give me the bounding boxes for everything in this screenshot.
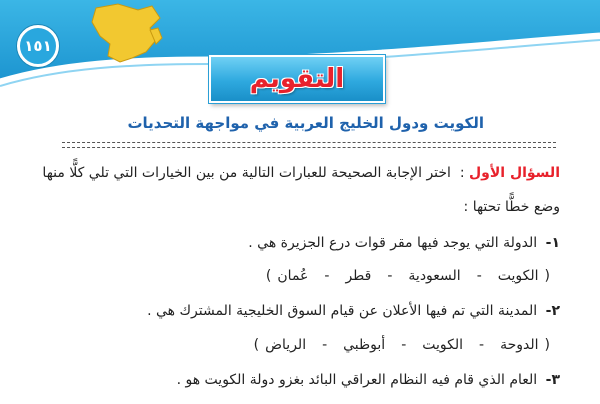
options-row: ( الدوحة - الكويت - أبوظبي - الرياض ) (253, 337, 550, 353)
item-text: العام الذي قام فيه النظام العراقي البائد بغزو دولة الكويت هو . (176, 372, 538, 388)
option[interactable]: الكويت (497, 268, 539, 284)
lesson-subtitle: الكويت ودول الخليج العربية في مواجهة التحديات (127, 114, 484, 132)
title-box (209, 55, 385, 103)
item-text: المدينة التي تم فيها الأعلان عن قيام السوق الخليجية المشترك هي . (147, 303, 538, 319)
page-title: التقويم (249, 64, 345, 94)
option[interactable]: الدوحة (500, 337, 539, 353)
question-item (177, 372, 560, 388)
question-instruction-cont: وضع خطًّا تحتها : (463, 199, 560, 215)
option[interactable]: الكويت (422, 337, 464, 353)
option[interactable]: قطر (345, 268, 372, 284)
option[interactable]: أبوظبي (343, 337, 386, 353)
item-number: ١- (545, 235, 560, 251)
question-item (248, 235, 560, 251)
option[interactable]: الرياض (265, 337, 307, 353)
option[interactable]: عُمان (277, 268, 309, 284)
question-heading: السؤال الأول : اختر الإجابة الصحيحة للعبارات التالية من بين الخيارات التي تلي كلًّا منها (42, 165, 560, 181)
page-number-badge: ١٥١ (17, 25, 59, 67)
question-item (147, 303, 560, 319)
question-instruction: اختر الإجابة الصحيحة للعبارات التالية من بين الخيارات التي تلي كلًّا منها (42, 165, 451, 181)
options-row: ( الكويت - السعودية - قطر - عُمان ) (265, 268, 550, 284)
item-number: ٣- (545, 372, 560, 388)
divider (62, 142, 556, 148)
item-number: ٢- (545, 303, 560, 319)
question-label: السؤال الأول (469, 165, 560, 181)
option[interactable]: السعودية (408, 268, 461, 284)
item-text: الدولة التي يوجد فيها مقر قوات درع الجزيرة هي . (248, 235, 538, 251)
